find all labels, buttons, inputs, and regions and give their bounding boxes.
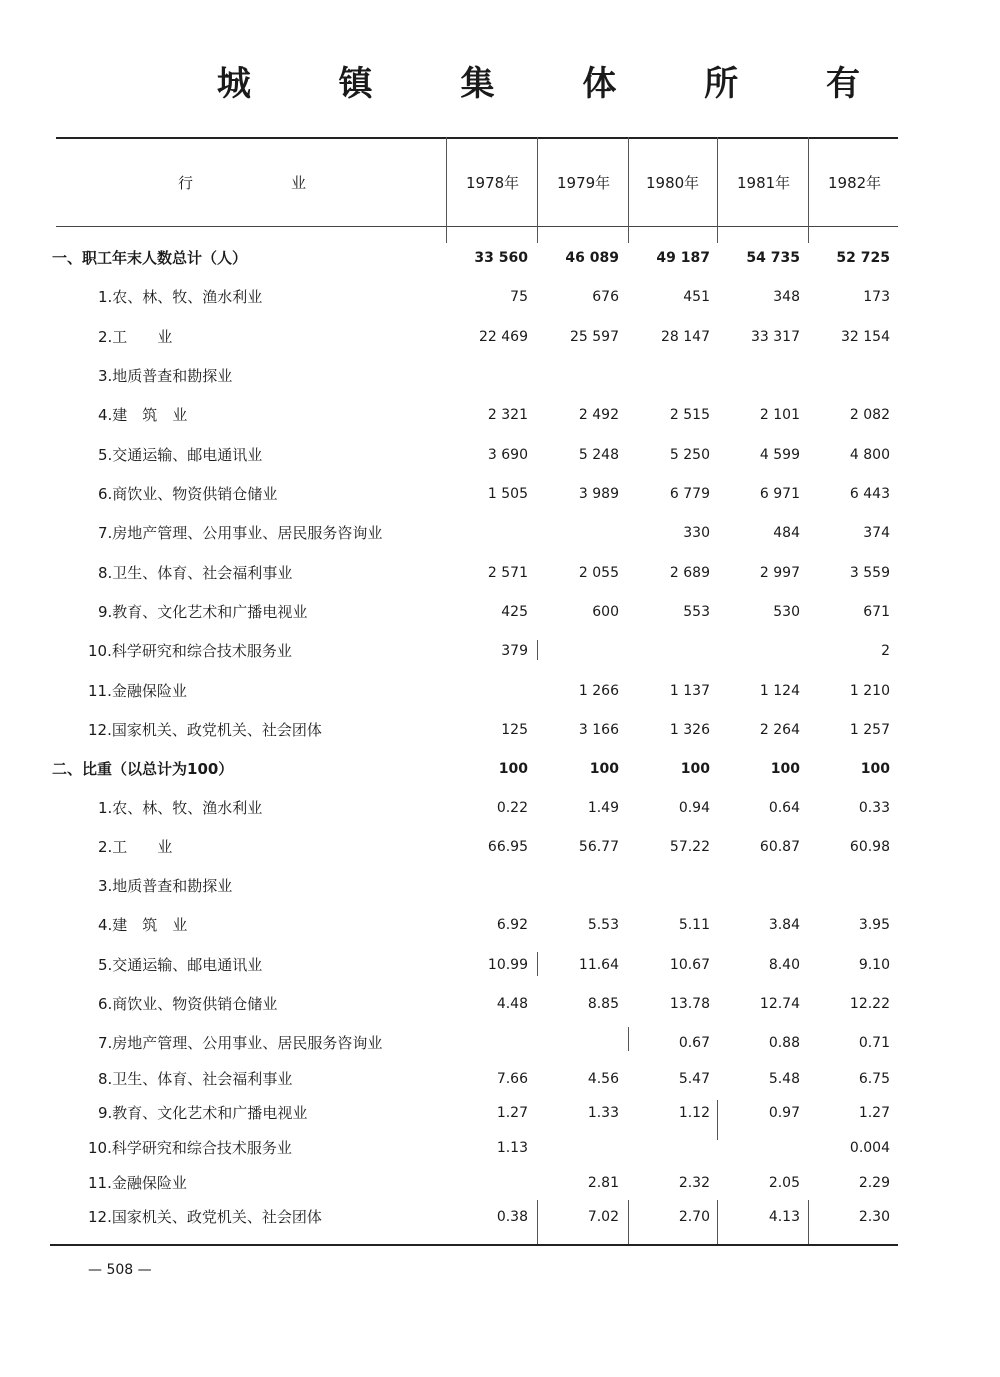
value-cell: 0.97 xyxy=(768,1105,800,1121)
value-cell: 1.27 xyxy=(496,1105,528,1121)
header-year-1979: 1979年 xyxy=(557,174,611,192)
value-cell: 330 xyxy=(683,525,710,541)
value-cell: 2.81 xyxy=(587,1175,619,1191)
header-year-1978: 1978年 xyxy=(466,174,520,192)
value-cell: 2.70 xyxy=(678,1209,710,1225)
value-cell: 3 690 xyxy=(487,447,528,463)
value-cell: 12.74 xyxy=(759,996,800,1012)
section-label: 二、比重（以总计为100） xyxy=(52,760,234,778)
table-row xyxy=(0,875,1000,901)
header-year-1980: 1980年 xyxy=(646,174,700,192)
table-header-rule xyxy=(56,226,898,227)
value-cell: 2 571 xyxy=(487,565,528,581)
value-cell: 0.67 xyxy=(678,1035,710,1051)
value-cell: 379 xyxy=(501,643,528,659)
value-cell: 0.64 xyxy=(768,800,800,816)
table-row xyxy=(0,1137,1000,1163)
row-label: 6.商饮业、物资供销仓储业 xyxy=(98,485,278,503)
table-row xyxy=(0,719,1000,745)
value-cell: 676 xyxy=(592,289,619,305)
value-cell: 125 xyxy=(501,722,528,738)
value-cell: 2 689 xyxy=(669,565,710,581)
value-cell: 11.64 xyxy=(578,957,619,973)
value-cell: 57.22 xyxy=(669,839,710,855)
column-divider xyxy=(537,137,538,243)
value-cell: 5 250 xyxy=(669,447,710,463)
value-cell: 5 248 xyxy=(578,447,619,463)
row-label: 1.农、林、牧、渔水利业 xyxy=(98,799,263,817)
table-row xyxy=(0,365,1000,391)
value-cell: 451 xyxy=(683,289,710,305)
value-cell: 173 xyxy=(863,289,890,305)
value-cell: 5.48 xyxy=(768,1071,800,1087)
value-cell: 12.22 xyxy=(849,996,890,1012)
value-cell: 52 725 xyxy=(836,250,890,266)
row-label: 12.国家机关、政党机关、社会团体 xyxy=(88,1208,322,1226)
value-cell: 100 xyxy=(680,761,710,777)
header-industry xyxy=(178,172,308,193)
row-label: 4.建 筑 业 xyxy=(98,406,188,424)
row-label: 6.商饮业、物资供销仓储业 xyxy=(98,995,278,1013)
value-cell: 2.29 xyxy=(858,1175,890,1191)
row-label: 9.教育、文化艺术和广播电视业 xyxy=(98,1104,308,1122)
value-cell: 2.05 xyxy=(768,1175,800,1191)
value-cell: 13.78 xyxy=(669,996,710,1012)
value-cell: 0.004 xyxy=(849,1140,890,1156)
value-cell: 1 210 xyxy=(849,683,890,699)
value-cell: 22 469 xyxy=(479,329,528,345)
row-label: 7.房地产管理、公用事业、居民服务咨询业 xyxy=(98,524,383,542)
value-cell: 3.95 xyxy=(858,917,890,933)
table-row xyxy=(0,1032,1000,1058)
value-cell: 530 xyxy=(773,604,800,620)
row-label: 3.地质普查和勘探业 xyxy=(98,877,233,895)
row-label: 10.科学研究和综合技术服务业 xyxy=(88,642,292,660)
value-cell: 54 735 xyxy=(746,250,800,266)
table-row xyxy=(0,1102,1000,1128)
row-label: 8.卫生、体育、社会福利事业 xyxy=(98,1070,293,1088)
value-cell: 0.22 xyxy=(496,800,528,816)
value-cell: 100 xyxy=(770,761,800,777)
value-cell: 33 317 xyxy=(751,329,800,345)
value-cell: 2.32 xyxy=(678,1175,710,1191)
value-cell: 484 xyxy=(773,525,800,541)
value-cell: 49 187 xyxy=(656,250,710,266)
value-cell: 3 166 xyxy=(578,722,619,738)
value-cell: 4.48 xyxy=(496,996,528,1012)
value-cell: 66.95 xyxy=(487,839,528,855)
value-cell: 671 xyxy=(863,604,890,620)
value-cell: 100 xyxy=(589,761,619,777)
row-label: 10.科学研究和综合技术服务业 xyxy=(88,1139,292,1157)
section-label: 一、职工年末人数总计（人） xyxy=(52,249,248,267)
row-label: 12.国家机关、政党机关、社会团体 xyxy=(88,721,322,739)
table-bottom-rule xyxy=(50,1244,898,1246)
value-cell: 6 779 xyxy=(669,486,710,502)
table-row xyxy=(0,1206,1000,1232)
value-cell: 348 xyxy=(773,289,800,305)
value-cell: 425 xyxy=(501,604,528,620)
table-row xyxy=(0,954,1000,980)
value-cell: 0.33 xyxy=(858,800,890,816)
table-row xyxy=(0,601,1000,627)
value-cell: 2 055 xyxy=(578,565,619,581)
table-row xyxy=(0,444,1000,470)
table-row xyxy=(0,562,1000,588)
column-divider xyxy=(628,137,629,243)
value-cell: 2 264 xyxy=(759,722,800,738)
row-label: 4.建 筑 业 xyxy=(98,916,188,934)
row-label: 2.工 业 xyxy=(98,328,173,346)
value-cell: 6.92 xyxy=(496,917,528,933)
value-cell: 32 154 xyxy=(841,329,890,345)
column-divider xyxy=(446,137,447,243)
value-cell: 1 505 xyxy=(487,486,528,502)
value-cell: 1.12 xyxy=(678,1105,710,1121)
value-cell: 33 560 xyxy=(474,250,528,266)
value-cell: 8.40 xyxy=(768,957,800,973)
value-cell: 60.98 xyxy=(849,839,890,855)
value-cell: 28 147 xyxy=(661,329,710,345)
table-row xyxy=(0,483,1000,509)
row-label: 8.卫生、体育、社会福利事业 xyxy=(98,564,293,582)
value-cell: 75 xyxy=(510,289,528,305)
table-row xyxy=(0,914,1000,940)
value-cell: 1 326 xyxy=(669,722,710,738)
table-row xyxy=(0,286,1000,312)
header-year-1982: 1982年 xyxy=(828,174,882,192)
table-row xyxy=(0,1172,1000,1198)
column-divider xyxy=(808,137,809,243)
value-cell: 1.27 xyxy=(858,1105,890,1121)
value-cell: 10.99 xyxy=(487,957,528,973)
value-cell: 46 089 xyxy=(565,250,619,266)
table-row xyxy=(0,680,1000,706)
table-row xyxy=(0,522,1000,548)
value-cell: 6 971 xyxy=(759,486,800,502)
header-year-1981: 1981年 xyxy=(737,174,791,192)
table-row xyxy=(0,326,1000,352)
value-cell: 5.47 xyxy=(678,1071,710,1087)
table-row xyxy=(0,797,1000,823)
page-title: 城 镇 集 体 所 有 xyxy=(216,64,898,104)
table-row xyxy=(0,1068,1000,1094)
value-cell: 1 137 xyxy=(669,683,710,699)
header-industry-char-2: 业 xyxy=(291,174,309,192)
value-cell: 5.11 xyxy=(678,917,710,933)
value-cell: 553 xyxy=(683,604,710,620)
value-cell: 4 800 xyxy=(849,447,890,463)
value-cell: 1.13 xyxy=(496,1140,528,1156)
row-label: 3.地质普查和勘探业 xyxy=(98,367,233,385)
value-cell: 25 597 xyxy=(570,329,619,345)
value-cell: 8.85 xyxy=(587,996,619,1012)
value-cell: 374 xyxy=(863,525,890,541)
value-cell: 56.77 xyxy=(578,839,619,855)
row-label: 11.金融保险业 xyxy=(88,1174,187,1192)
value-cell: 0.38 xyxy=(496,1209,528,1225)
table-row xyxy=(0,640,1000,666)
section-row-proportion xyxy=(0,758,1000,784)
value-cell: 100 xyxy=(860,761,890,777)
value-cell: 2 xyxy=(881,643,890,659)
row-label: 9.教育、文化艺术和广播电视业 xyxy=(98,603,308,621)
row-label: 5.交通运输、邮电通讯业 xyxy=(98,446,263,464)
row-label: 2.工 业 xyxy=(98,838,173,856)
value-cell: 10.67 xyxy=(669,957,710,973)
row-label: 1.农、林、牧、渔水利业 xyxy=(98,288,263,306)
table-row xyxy=(0,993,1000,1019)
value-cell: 1 124 xyxy=(759,683,800,699)
value-cell: 3 559 xyxy=(849,565,890,581)
value-cell: 3 989 xyxy=(578,486,619,502)
value-cell: 2 321 xyxy=(487,407,528,423)
value-cell: 0.71 xyxy=(858,1035,890,1051)
value-cell: 2 997 xyxy=(759,565,800,581)
value-cell: 4 599 xyxy=(759,447,800,463)
value-cell: 6.75 xyxy=(858,1071,890,1087)
value-cell: 7.66 xyxy=(496,1071,528,1087)
row-label: 7.房地产管理、公用事业、居民服务咨询业 xyxy=(98,1034,383,1052)
value-cell: 2 082 xyxy=(849,407,890,423)
value-cell: 0.94 xyxy=(678,800,710,816)
row-label: 11.金融保险业 xyxy=(88,682,187,700)
value-cell: 2.30 xyxy=(858,1209,890,1225)
value-cell: 2 515 xyxy=(669,407,710,423)
value-cell: 1 257 xyxy=(849,722,890,738)
value-cell: 2 492 xyxy=(578,407,619,423)
table-row xyxy=(0,836,1000,862)
page-number: — 508 — xyxy=(88,1262,152,1278)
value-cell: 9.10 xyxy=(858,957,890,973)
value-cell: 600 xyxy=(592,604,619,620)
value-cell: 1 266 xyxy=(578,683,619,699)
value-cell: 7.02 xyxy=(587,1209,619,1225)
value-cell: 1.49 xyxy=(587,800,619,816)
header-industry-char-1: 行 xyxy=(178,174,196,192)
value-cell: 60.87 xyxy=(759,839,800,855)
value-cell: 3.84 xyxy=(768,917,800,933)
table-row xyxy=(0,404,1000,430)
row-label: 5.交通运输、邮电通讯业 xyxy=(98,956,263,974)
value-cell: 4.13 xyxy=(768,1209,800,1225)
value-cell: 2 101 xyxy=(759,407,800,423)
value-cell: 6 443 xyxy=(849,486,890,502)
value-cell: 1.33 xyxy=(587,1105,619,1121)
section-row-employees-total xyxy=(0,247,1000,273)
table-top-rule xyxy=(56,137,898,139)
value-cell: 5.53 xyxy=(587,917,619,933)
column-divider xyxy=(717,137,718,243)
value-cell: 0.88 xyxy=(768,1035,800,1051)
value-cell: 4.56 xyxy=(587,1071,619,1087)
value-cell: 100 xyxy=(498,761,528,777)
